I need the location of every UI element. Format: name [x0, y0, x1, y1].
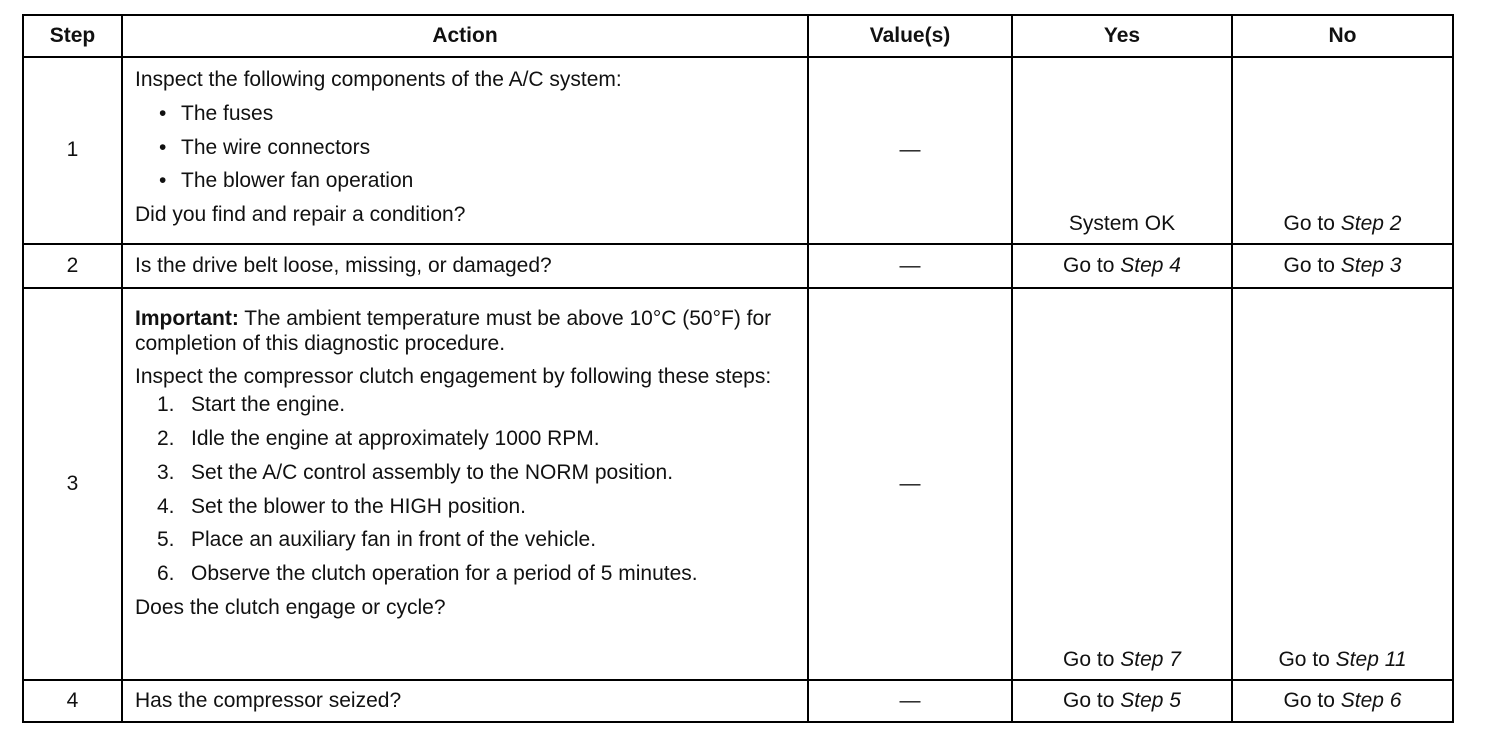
list-item: 5. Place an auxiliary fan in front of the vehicle. — [157, 528, 597, 552]
step-number: 3 — [23, 288, 122, 680]
numbered-list — [135, 393, 795, 587]
goto-prefix: Go to — [1063, 648, 1121, 672]
list-item: • The wire connectors — [159, 136, 795, 161]
list-item: 1. Start the engine. — [157, 393, 346, 417]
value-cell: — — [808, 244, 1012, 288]
yes-cell: System OK — [1012, 57, 1232, 244]
list-item: 2. Idle the engine at approximately 1000 RPM. — [157, 427, 600, 451]
value-cell: — — [808, 57, 1012, 244]
header-step: Step — [23, 15, 122, 57]
table-row — [23, 57, 1453, 244]
table-row — [23, 244, 1453, 288]
no-cell — [1232, 680, 1453, 722]
header-no: No — [1232, 15, 1453, 57]
goto-prefix: Go to — [1283, 212, 1341, 236]
step-number: 4 — [23, 680, 122, 722]
important-text: The ambient temperature must be above 10°C (50°F) for completion of this diagnostic procedure. — [135, 307, 772, 355]
action-cell — [122, 288, 808, 680]
header-values: Value(s) — [808, 15, 1012, 57]
value-cell: — — [808, 288, 1012, 680]
yes-cell — [1012, 244, 1232, 288]
important-note — [135, 307, 795, 357]
goto-step-link[interactable]: Step 6 — [1340, 688, 1402, 712]
goto-step-link[interactable]: Step 2 — [1340, 212, 1402, 236]
yes-cell — [1012, 680, 1232, 722]
list-item: 3. Set the A/C control assembly to the NORM position. — [157, 460, 674, 484]
header-yes: Yes — [1012, 15, 1232, 57]
list-item: • The fuses — [159, 102, 795, 127]
step-number: 2 — [23, 244, 122, 288]
goto-step-link[interactable]: Step 3 — [1340, 253, 1402, 277]
list-item: 4. Set the blower to the HIGH position. — [157, 494, 527, 518]
goto-step-link[interactable]: Step 7 — [1120, 648, 1181, 672]
no-cell — [1232, 244, 1453, 288]
table-row — [23, 288, 1453, 680]
action-cell — [122, 680, 808, 722]
table-row — [23, 680, 1453, 722]
value-cell: — — [808, 680, 1012, 722]
action-cell — [122, 57, 808, 244]
important-label: Important: — [135, 307, 239, 330]
step-number: 1 — [23, 57, 122, 244]
goto-prefix: Go to — [1063, 688, 1121, 712]
goto-prefix: Go to — [1283, 253, 1341, 277]
no-cell — [1232, 288, 1453, 680]
action-cell — [122, 244, 808, 288]
action-intro: Inspect the compressor clutch engagement by following these steps: — [135, 364, 772, 388]
no-cell — [1232, 57, 1453, 244]
list-item: 6. Observe the clutch operation for a period of 5 minutes. — [157, 562, 698, 586]
bullet-list — [135, 102, 795, 194]
header-row — [23, 15, 1453, 57]
action-question: Did you find and repair a condition? — [135, 203, 466, 227]
action-question: Does the clutch engage or cycle? — [135, 595, 446, 619]
action-intro: Inspect the following components of the A/C system: — [135, 68, 622, 91]
goto-step-link[interactable]: Step 5 — [1120, 688, 1181, 712]
action-question: Is the drive belt loose, missing, or damaged? — [135, 253, 552, 277]
diagnostic-table — [22, 14, 1454, 723]
goto-step-link[interactable]: Step 4 — [1120, 253, 1181, 277]
list-item: • The blower fan operation — [159, 169, 795, 194]
goto-prefix: Go to — [1278, 648, 1336, 672]
yes-cell — [1012, 288, 1232, 680]
header-action: Action — [122, 15, 808, 57]
goto-prefix: Go to — [1283, 688, 1341, 712]
goto-step-link[interactable]: Step 11 — [1335, 648, 1407, 672]
goto-prefix: Go to — [1063, 253, 1121, 277]
action-question: Has the compressor seized? — [135, 688, 402, 712]
